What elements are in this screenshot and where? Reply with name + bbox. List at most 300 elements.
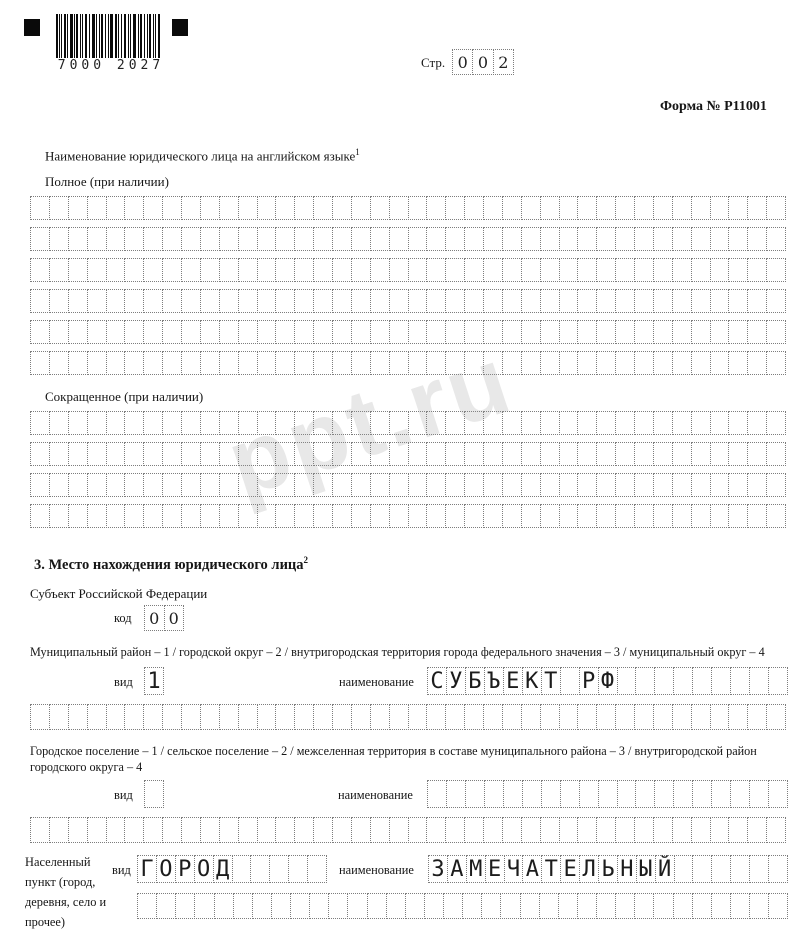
- char-cell[interactable]: [766, 289, 786, 313]
- full-name-grid[interactable]: [30, 196, 786, 375]
- char-cell[interactable]: [257, 351, 277, 375]
- char-cell[interactable]: [540, 504, 560, 528]
- char-cell[interactable]: [577, 320, 597, 344]
- char-cell[interactable]: [768, 780, 788, 808]
- char-cell[interactable]: [502, 442, 522, 466]
- char-cell[interactable]: [673, 780, 693, 808]
- char-cell[interactable]: [68, 289, 88, 313]
- char-cell[interactable]: [294, 504, 314, 528]
- char-cell[interactable]: [238, 320, 258, 344]
- char-cell[interactable]: [370, 196, 390, 220]
- settlement-name-cells[interactable]: [427, 780, 788, 808]
- char-cell[interactable]: [332, 704, 352, 730]
- char-cell[interactable]: [634, 473, 654, 497]
- char-cell[interactable]: Й: [655, 855, 675, 883]
- char-cell[interactable]: [464, 227, 484, 251]
- char-cell[interactable]: [408, 704, 428, 730]
- char-cell[interactable]: [347, 893, 367, 919]
- char-cell[interactable]: [653, 704, 673, 730]
- char-cell[interactable]: [635, 667, 655, 695]
- char-cell[interactable]: [653, 411, 673, 435]
- char-cell[interactable]: [143, 442, 163, 466]
- char-cell[interactable]: [49, 504, 69, 528]
- char-cell[interactable]: [307, 855, 327, 883]
- char-cell[interactable]: [710, 258, 730, 282]
- char-cell[interactable]: [634, 289, 654, 313]
- char-cell[interactable]: [162, 351, 182, 375]
- char-cell[interactable]: [367, 893, 387, 919]
- char-cell[interactable]: [200, 227, 220, 251]
- char-cell[interactable]: [238, 704, 258, 730]
- char-cell[interactable]: [577, 258, 597, 282]
- char-cell[interactable]: [541, 780, 561, 808]
- char-cell[interactable]: [634, 442, 654, 466]
- char-cell[interactable]: [577, 473, 597, 497]
- char-cell[interactable]: [615, 320, 635, 344]
- char-cell[interactable]: [615, 817, 635, 843]
- char-cell[interactable]: [238, 258, 258, 282]
- char-cell[interactable]: [351, 411, 371, 435]
- char-cell[interactable]: [143, 258, 163, 282]
- char-cell[interactable]: [351, 473, 371, 497]
- char-cell[interactable]: [124, 258, 144, 282]
- char-cell[interactable]: [768, 667, 788, 695]
- char-cell[interactable]: [257, 320, 277, 344]
- char-cell[interactable]: [747, 320, 767, 344]
- char-cell[interactable]: [559, 196, 579, 220]
- char-cell[interactable]: [445, 442, 465, 466]
- char-cell[interactable]: [692, 667, 712, 695]
- char-cell[interactable]: [275, 473, 295, 497]
- locality-name-cells[interactable]: [428, 855, 788, 883]
- char-cell[interactable]: [634, 704, 654, 730]
- char-cell[interactable]: [30, 227, 50, 251]
- char-cell[interactable]: [389, 704, 409, 730]
- char-cell[interactable]: [351, 227, 371, 251]
- char-cell[interactable]: [445, 196, 465, 220]
- char-cell[interactable]: [124, 817, 144, 843]
- char-cell[interactable]: [445, 289, 465, 313]
- char-cell[interactable]: [728, 504, 748, 528]
- char-cell[interactable]: [710, 289, 730, 313]
- char-cell[interactable]: [275, 817, 295, 843]
- char-cell[interactable]: [577, 227, 597, 251]
- char-cell[interactable]: [672, 442, 692, 466]
- char-cell[interactable]: [747, 704, 767, 730]
- char-cell[interactable]: [596, 196, 616, 220]
- char-cell[interactable]: [162, 473, 182, 497]
- char-cell[interactable]: [309, 893, 329, 919]
- char-cell[interactable]: [596, 289, 616, 313]
- char-cell[interactable]: Т: [541, 667, 561, 695]
- char-cell[interactable]: [691, 704, 711, 730]
- char-cell[interactable]: [257, 227, 277, 251]
- char-cell[interactable]: [710, 704, 730, 730]
- char-cell[interactable]: [370, 258, 390, 282]
- char-cell[interactable]: [483, 473, 503, 497]
- char-cell[interactable]: [332, 289, 352, 313]
- char-cell[interactable]: [200, 442, 220, 466]
- char-cell[interactable]: [87, 442, 107, 466]
- char-cell[interactable]: [332, 196, 352, 220]
- char-cell[interactable]: [691, 817, 711, 843]
- char-cell[interactable]: [219, 196, 239, 220]
- char-cell[interactable]: [672, 320, 692, 344]
- char-cell[interactable]: [426, 289, 446, 313]
- char-cell[interactable]: [238, 227, 258, 251]
- char-cell[interactable]: [124, 289, 144, 313]
- char-cell[interactable]: [653, 351, 673, 375]
- char-cell[interactable]: [30, 704, 50, 730]
- char-cell[interactable]: [290, 893, 310, 919]
- char-cell[interactable]: [408, 442, 428, 466]
- char-cell[interactable]: [30, 351, 50, 375]
- char-cell[interactable]: А: [522, 855, 542, 883]
- char-cell[interactable]: [728, 442, 748, 466]
- char-cell[interactable]: [540, 320, 560, 344]
- char-cell[interactable]: [615, 351, 635, 375]
- char-cell[interactable]: [426, 442, 446, 466]
- char-cell[interactable]: [540, 411, 560, 435]
- char-cell[interactable]: [426, 258, 446, 282]
- char-cell[interactable]: [313, 411, 333, 435]
- char-cell[interactable]: [768, 893, 788, 919]
- char-cell[interactable]: [692, 893, 712, 919]
- char-cell[interactable]: [351, 704, 371, 730]
- char-cell[interactable]: [219, 817, 239, 843]
- char-cell[interactable]: [181, 817, 201, 843]
- char-cell[interactable]: [747, 411, 767, 435]
- char-cell[interactable]: [30, 289, 50, 313]
- char-cell[interactable]: [766, 504, 786, 528]
- char-cell[interactable]: [68, 817, 88, 843]
- char-cell[interactable]: [238, 817, 258, 843]
- char-cell[interactable]: [257, 442, 277, 466]
- char-cell[interactable]: [332, 320, 352, 344]
- char-cell[interactable]: [615, 227, 635, 251]
- char-cell[interactable]: [294, 442, 314, 466]
- char-cell[interactable]: [156, 893, 176, 919]
- char-cell[interactable]: [766, 473, 786, 497]
- char-cell[interactable]: [49, 196, 69, 220]
- char-cell[interactable]: 0: [472, 49, 493, 75]
- char-cell[interactable]: [389, 351, 409, 375]
- char-cell[interactable]: [332, 258, 352, 282]
- char-cell[interactable]: [294, 411, 314, 435]
- char-cell[interactable]: [445, 351, 465, 375]
- char-cell[interactable]: [370, 817, 390, 843]
- char-cell[interactable]: Ы: [636, 855, 656, 883]
- char-cell[interactable]: [106, 411, 126, 435]
- char-cell[interactable]: [294, 817, 314, 843]
- char-cell[interactable]: [500, 893, 520, 919]
- char-cell[interactable]: [143, 196, 163, 220]
- char-cell[interactable]: [502, 473, 522, 497]
- char-cell[interactable]: Ч: [504, 855, 524, 883]
- char-cell[interactable]: [445, 227, 465, 251]
- char-cell[interactable]: [465, 780, 485, 808]
- char-cell[interactable]: [426, 504, 446, 528]
- char-cell[interactable]: [728, 320, 748, 344]
- char-cell[interactable]: [408, 196, 428, 220]
- char-cell[interactable]: [332, 817, 352, 843]
- char-cell[interactable]: [200, 351, 220, 375]
- char-cell[interactable]: [370, 442, 390, 466]
- char-cell[interactable]: [766, 817, 786, 843]
- char-cell[interactable]: [560, 780, 580, 808]
- char-cell[interactable]: [577, 289, 597, 313]
- char-cell[interactable]: [143, 411, 163, 435]
- char-cell[interactable]: [233, 893, 253, 919]
- char-cell[interactable]: [200, 258, 220, 282]
- char-cell[interactable]: [710, 442, 730, 466]
- char-cell[interactable]: [672, 817, 692, 843]
- char-cell[interactable]: [408, 504, 428, 528]
- char-cell[interactable]: [728, 196, 748, 220]
- char-cell[interactable]: [389, 196, 409, 220]
- char-cell[interactable]: [710, 196, 730, 220]
- char-cell[interactable]: [615, 258, 635, 282]
- char-cell[interactable]: [87, 473, 107, 497]
- char-cell[interactable]: [462, 893, 482, 919]
- char-cell[interactable]: [559, 504, 579, 528]
- char-cell[interactable]: [143, 351, 163, 375]
- char-cell[interactable]: [691, 473, 711, 497]
- char-cell[interactable]: [728, 227, 748, 251]
- char-cell[interactable]: [162, 320, 182, 344]
- char-cell[interactable]: [389, 258, 409, 282]
- char-cell[interactable]: [766, 704, 786, 730]
- char-cell[interactable]: [464, 320, 484, 344]
- char-cell[interactable]: [559, 227, 579, 251]
- char-cell[interactable]: [124, 473, 144, 497]
- char-cell[interactable]: [596, 817, 616, 843]
- char-cell[interactable]: [653, 893, 673, 919]
- char-cell[interactable]: 0: [452, 49, 473, 75]
- char-cell[interactable]: [464, 411, 484, 435]
- char-cell[interactable]: [521, 704, 541, 730]
- char-cell[interactable]: [294, 289, 314, 313]
- page-number-cells[interactable]: [452, 49, 514, 75]
- char-cell[interactable]: [502, 504, 522, 528]
- char-cell[interactable]: [426, 473, 446, 497]
- char-cell[interactable]: [313, 504, 333, 528]
- char-cell[interactable]: [214, 893, 234, 919]
- char-cell[interactable]: [389, 442, 409, 466]
- char-cell[interactable]: [49, 351, 69, 375]
- char-cell[interactable]: [653, 473, 673, 497]
- char-cell[interactable]: [181, 227, 201, 251]
- char-cell[interactable]: [219, 320, 239, 344]
- char-cell[interactable]: [596, 504, 616, 528]
- char-cell[interactable]: [615, 704, 635, 730]
- char-cell[interactable]: [711, 780, 731, 808]
- char-cell[interactable]: [445, 473, 465, 497]
- char-cell[interactable]: Н: [617, 855, 637, 883]
- char-cell[interactable]: [766, 320, 786, 344]
- char-cell[interactable]: [728, 704, 748, 730]
- char-cell[interactable]: [747, 504, 767, 528]
- char-cell[interactable]: [68, 704, 88, 730]
- char-cell[interactable]: [124, 320, 144, 344]
- char-cell[interactable]: [672, 258, 692, 282]
- char-cell[interactable]: [87, 227, 107, 251]
- char-cell[interactable]: [87, 817, 107, 843]
- char-cell[interactable]: С: [427, 667, 447, 695]
- char-cell[interactable]: [257, 817, 277, 843]
- subject-code-cells[interactable]: [144, 605, 184, 631]
- char-cell[interactable]: [257, 289, 277, 313]
- char-cell[interactable]: [370, 473, 390, 497]
- char-cell[interactable]: [351, 320, 371, 344]
- char-cell[interactable]: [521, 411, 541, 435]
- char-cell[interactable]: [577, 817, 597, 843]
- char-cell[interactable]: [502, 351, 522, 375]
- char-cell[interactable]: [181, 289, 201, 313]
- char-cell[interactable]: [559, 442, 579, 466]
- char-cell[interactable]: [559, 258, 579, 282]
- char-cell[interactable]: [559, 473, 579, 497]
- char-cell[interactable]: [596, 411, 616, 435]
- char-cell[interactable]: [351, 817, 371, 843]
- char-cell[interactable]: [313, 320, 333, 344]
- char-cell[interactable]: [294, 704, 314, 730]
- settlement-extra-row[interactable]: [30, 817, 786, 843]
- char-cell[interactable]: [351, 289, 371, 313]
- char-cell[interactable]: [386, 893, 406, 919]
- char-cell[interactable]: [408, 817, 428, 843]
- char-cell[interactable]: [143, 504, 163, 528]
- char-cell[interactable]: [483, 320, 503, 344]
- char-cell[interactable]: [521, 817, 541, 843]
- char-cell[interactable]: [749, 855, 769, 883]
- char-cell[interactable]: [351, 442, 371, 466]
- char-cell[interactable]: [238, 351, 258, 375]
- char-cell[interactable]: [768, 855, 788, 883]
- char-cell[interactable]: [559, 320, 579, 344]
- char-cell[interactable]: [389, 320, 409, 344]
- char-cell[interactable]: [87, 504, 107, 528]
- char-cell[interactable]: [275, 289, 295, 313]
- char-cell[interactable]: [30, 320, 50, 344]
- char-cell[interactable]: [672, 227, 692, 251]
- char-cell[interactable]: [502, 196, 522, 220]
- char-cell[interactable]: [766, 258, 786, 282]
- char-cell[interactable]: [598, 780, 618, 808]
- char-cell[interactable]: [30, 817, 50, 843]
- char-cell[interactable]: [162, 196, 182, 220]
- char-cell[interactable]: Ъ: [484, 667, 504, 695]
- char-cell[interactable]: [181, 320, 201, 344]
- char-cell[interactable]: [672, 473, 692, 497]
- char-cell[interactable]: [728, 351, 748, 375]
- char-cell[interactable]: [617, 780, 637, 808]
- char-cell[interactable]: [106, 473, 126, 497]
- char-cell[interactable]: Б: [465, 667, 485, 695]
- char-cell[interactable]: [747, 227, 767, 251]
- char-cell[interactable]: [634, 893, 654, 919]
- settlement-vid-cells[interactable]: [144, 780, 164, 808]
- char-cell[interactable]: [653, 227, 673, 251]
- char-cell[interactable]: [672, 196, 692, 220]
- char-cell[interactable]: [634, 411, 654, 435]
- char-cell[interactable]: [560, 667, 580, 695]
- char-cell[interactable]: [30, 258, 50, 282]
- char-cell[interactable]: [521, 351, 541, 375]
- char-cell[interactable]: [730, 855, 750, 883]
- char-cell[interactable]: [200, 196, 220, 220]
- char-cell[interactable]: [426, 411, 446, 435]
- char-cell[interactable]: [332, 442, 352, 466]
- char-cell[interactable]: [87, 258, 107, 282]
- char-cell[interactable]: [710, 504, 730, 528]
- char-cell[interactable]: [766, 351, 786, 375]
- char-cell[interactable]: [162, 227, 182, 251]
- char-cell[interactable]: [730, 667, 750, 695]
- char-cell[interactable]: [370, 351, 390, 375]
- char-cell[interactable]: [672, 504, 692, 528]
- char-cell[interactable]: [49, 411, 69, 435]
- char-cell[interactable]: [559, 817, 579, 843]
- char-cell[interactable]: [426, 704, 446, 730]
- short-name-grid[interactable]: [30, 411, 786, 528]
- char-cell[interactable]: [200, 320, 220, 344]
- char-cell[interactable]: [87, 289, 107, 313]
- char-cell[interactable]: [747, 442, 767, 466]
- char-cell[interactable]: [313, 817, 333, 843]
- char-cell[interactable]: [483, 411, 503, 435]
- char-cell[interactable]: [672, 351, 692, 375]
- char-cell[interactable]: [691, 258, 711, 282]
- char-cell[interactable]: [654, 780, 674, 808]
- char-cell[interactable]: [87, 411, 107, 435]
- char-cell[interactable]: [577, 704, 597, 730]
- char-cell[interactable]: [68, 258, 88, 282]
- char-cell[interactable]: [162, 411, 182, 435]
- char-cell[interactable]: [68, 473, 88, 497]
- char-cell[interactable]: [200, 411, 220, 435]
- char-cell[interactable]: [68, 351, 88, 375]
- char-cell[interactable]: Е: [560, 855, 580, 883]
- char-cell[interactable]: [389, 227, 409, 251]
- char-cell[interactable]: [464, 473, 484, 497]
- char-cell[interactable]: [539, 893, 559, 919]
- char-cell[interactable]: [405, 893, 425, 919]
- char-cell[interactable]: [408, 411, 428, 435]
- char-cell[interactable]: [747, 258, 767, 282]
- char-cell[interactable]: [711, 855, 731, 883]
- char-cell[interactable]: [710, 320, 730, 344]
- char-cell[interactable]: [540, 704, 560, 730]
- char-cell[interactable]: [351, 258, 371, 282]
- char-cell[interactable]: [408, 320, 428, 344]
- char-cell[interactable]: [520, 893, 540, 919]
- char-cell[interactable]: [522, 780, 542, 808]
- char-cell[interactable]: [238, 196, 258, 220]
- char-cell[interactable]: [332, 351, 352, 375]
- char-cell[interactable]: [370, 411, 390, 435]
- char-cell[interactable]: [483, 504, 503, 528]
- char-cell[interactable]: [181, 351, 201, 375]
- char-cell[interactable]: [464, 289, 484, 313]
- char-cell[interactable]: [370, 227, 390, 251]
- char-cell[interactable]: [332, 411, 352, 435]
- char-cell[interactable]: [710, 227, 730, 251]
- char-cell[interactable]: [540, 227, 560, 251]
- char-cell[interactable]: [181, 196, 201, 220]
- char-cell[interactable]: Д: [213, 855, 233, 883]
- char-cell[interactable]: [294, 473, 314, 497]
